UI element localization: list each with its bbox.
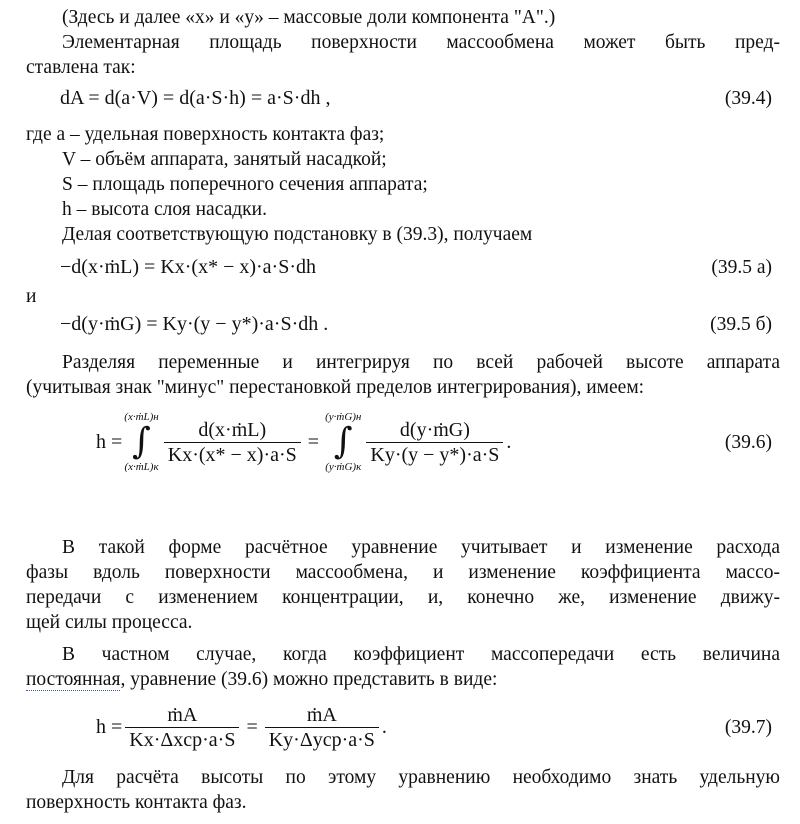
- definition-line: h – высота слоя насадки.: [62, 199, 267, 220]
- fraction: [125, 704, 239, 751]
- paragraph-line: щей силы процесса.: [26, 612, 193, 633]
- numerator: d(x·ṁL): [198, 418, 267, 441]
- numerator: ṁA: [306, 703, 337, 726]
- equation-number: (39.7): [724, 717, 772, 738]
- paragraph-line: Делая соответствующую подстановку в (39.3), получаем: [62, 224, 533, 245]
- term-link[interactable]: постоянная: [26, 669, 121, 690]
- paragraph-line: поверхность контакта фаз.: [26, 792, 247, 813]
- period: .: [381, 715, 387, 738]
- conjunction: и: [26, 286, 37, 307]
- paragraph-line: Элементарная площадь поверхности массообмена может быть пред-: [62, 32, 780, 53]
- equation-39-4: dA = d(a·V) = d(a·S·h) = a·S·dh ,: [60, 87, 331, 109]
- fraction: [366, 419, 503, 466]
- paragraph-line: (учитывая знак "минус" перестановкой пределов интегрирования), имеем:: [26, 377, 645, 398]
- lower-limit: (x·ṁL)к: [124, 461, 159, 473]
- equation-39-5a: −d(x·ṁL) = Kx·(x* − x)·a·S·dh: [60, 256, 316, 278]
- integral-sign: ∫: [132, 421, 151, 462]
- fraction: [164, 419, 301, 466]
- paragraph-line: фазы вдоль поверхности массообмена, и изменение коэффициента массо-: [26, 562, 780, 583]
- fraction: [265, 704, 379, 751]
- denominator: Kx·(x* − x)·a·S: [164, 442, 301, 466]
- equation-39-5b: −d(y·ṁG) = Ky·(y − y*)·a·S·dh .: [60, 313, 329, 335]
- equals-sign: =: [307, 430, 320, 453]
- paragraph-note: (Здесь и далее «x» и «y» – массовые доли компонента "А".): [62, 7, 556, 28]
- eq-lhs: h =: [96, 430, 123, 453]
- paragraph-line: передачи с изменением концентрации, и, конечно же, изменение движу-: [26, 587, 780, 608]
- numerator: d(y·ṁG): [399, 418, 470, 441]
- paragraph-line: В такой форме расчётное уравнение учитывает и изменение расхода: [62, 537, 780, 558]
- eq-lhs: h =: [96, 715, 123, 738]
- denominator: Kx·Δxср·a·S: [125, 727, 239, 751]
- equation-number: (39.6): [724, 432, 772, 453]
- numerator: ṁA: [167, 703, 198, 726]
- period: .: [506, 430, 512, 453]
- equation-number: (39.5 б): [710, 314, 772, 335]
- paragraph-text: , уравнение (39.6) можно представить в виде:: [120, 669, 498, 690]
- paragraph-line: В частном случае, когда коэффициент массопередачи есть величина: [62, 644, 780, 665]
- paragraph-line: Для расчёта высоты по этому уравнению необходимо знать удельную: [62, 767, 780, 788]
- upper-limit: (x·ṁL)н: [124, 411, 159, 423]
- equation-39-6: [96, 402, 511, 482]
- lower-limit: (y·ṁG)к: [325, 461, 362, 473]
- definition-line: S – площадь поперечного сечения аппарата;: [62, 174, 428, 195]
- equation-number: (39.4): [724, 88, 772, 109]
- integral-sign: ∫: [333, 421, 353, 462]
- definition-line: V – объём аппарата, занятый насадкой;: [62, 149, 387, 170]
- equation-number: (39.5 а): [711, 257, 772, 278]
- paragraph-line: Разделяя переменные и интегрируя по всей рабочей высоте аппарата: [62, 352, 780, 373]
- denominator: Ky·Δyср·a·S: [265, 727, 379, 751]
- integral-y: [325, 411, 361, 473]
- equals-sign: =: [246, 715, 258, 738]
- paragraph-line: [26, 667, 780, 692]
- denominator: Ky·(y − y*)·a·S: [366, 442, 503, 466]
- integral-x: [124, 411, 158, 473]
- definition-line: где a – удельная поверхность контакта фаз;: [26, 124, 385, 145]
- paragraph-line: ставлена так:: [26, 57, 136, 78]
- equation-39-7: [96, 698, 387, 756]
- upper-limit: (y·ṁG)н: [325, 411, 362, 423]
